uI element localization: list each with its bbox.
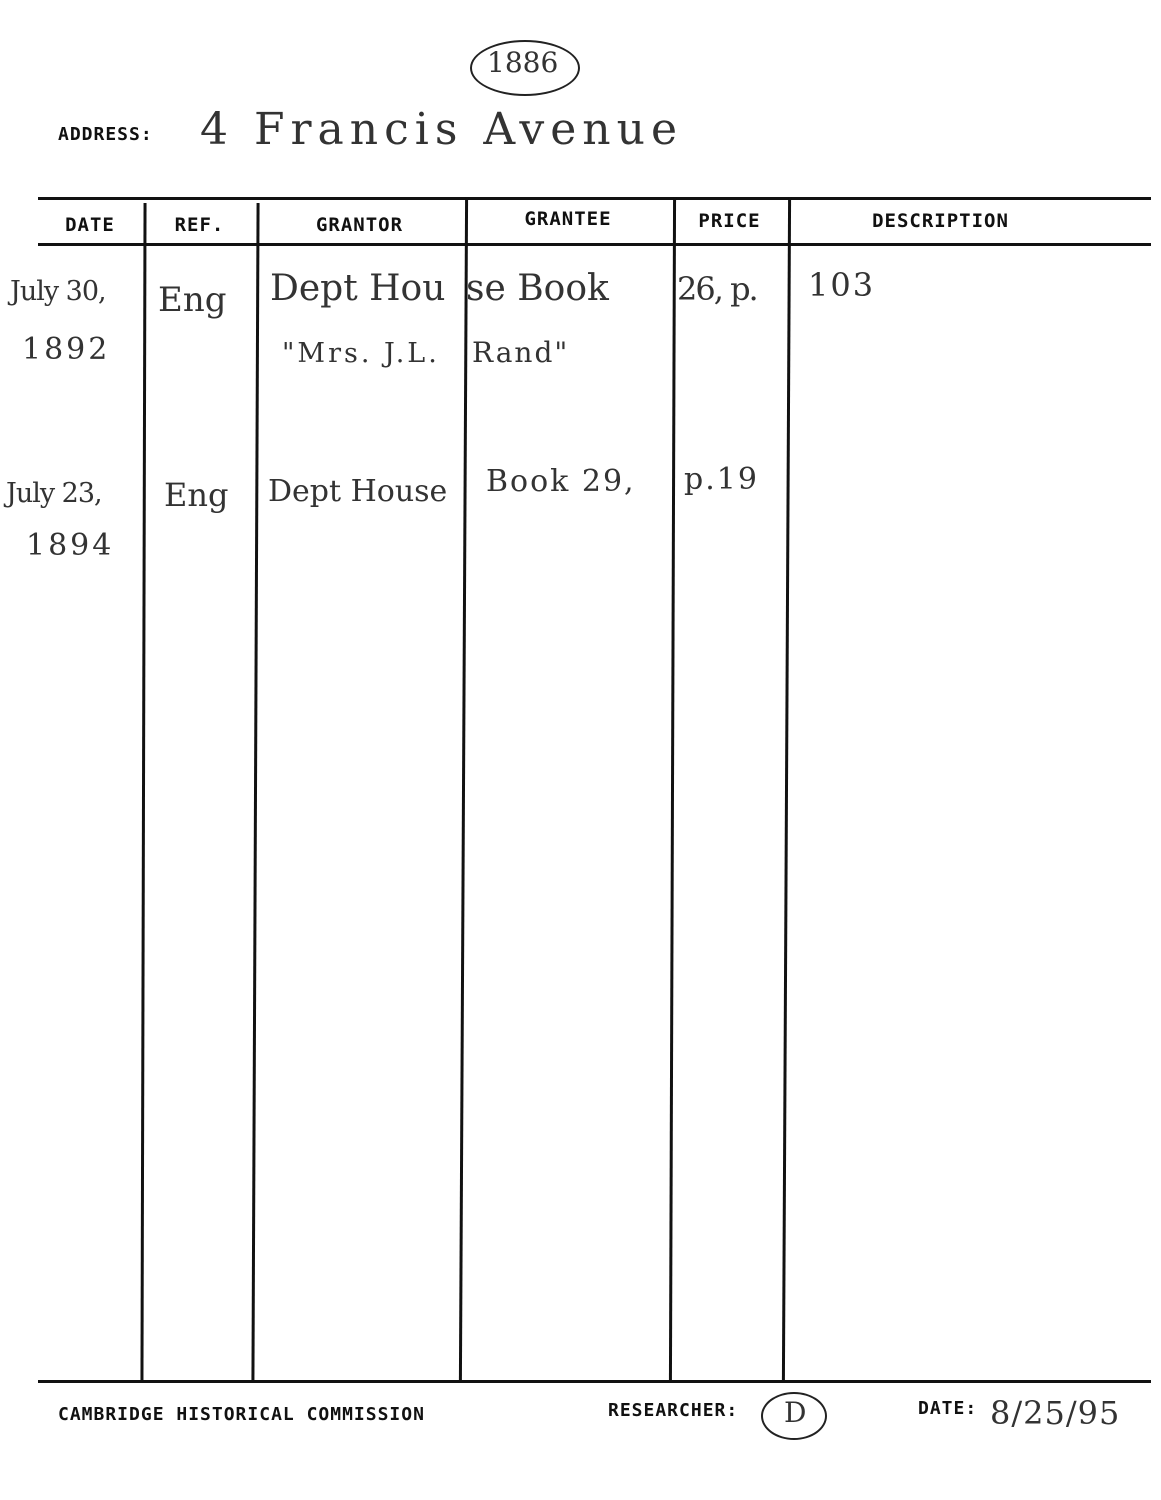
entry-grantor: Dept House [268,474,448,509]
column-divider-grantee-price [669,197,676,1380]
organization-name: CAMBRIDGE HISTORICAL COMMISSION [58,1404,425,1425]
header-price: PRICE [698,210,761,232]
header-grantee: GRANTEE [524,208,612,230]
header-ref: REF. [174,214,225,236]
entry-ref: Eng [164,476,229,514]
entry-grantee: se Book [466,268,609,309]
date-value: 8/25/95 [990,1394,1121,1432]
column-divider-grantor-grantee [459,197,468,1380]
table-top-rule [38,197,1151,200]
researcher-value: D [784,1396,807,1429]
entry-date-line2: 1894 [26,528,115,563]
date-label: DATE: [918,1398,978,1419]
column-divider-date-ref [140,203,146,1380]
entry-ref: Eng [158,280,227,320]
column-divider-price-description [782,197,791,1380]
address-label: ADDRESS: [58,124,153,145]
entry-price: p.19 [684,462,759,497]
entry-date-line2: 1892 [22,332,111,367]
entry-date-line1: July 23, [6,478,102,509]
entry-price: 26, p. [677,270,757,308]
entry-grantee-note: Rand" [472,336,570,369]
header-date: DATE [65,214,115,236]
entry-grantee: Book 29, [486,464,636,499]
address-value: 4 Francis Avenue [200,104,683,155]
entry-grantor: Dept Hou [270,268,446,309]
year-note: 1886 [487,46,559,79]
header-description: DESCRIPTION [872,210,1009,232]
table-header-rule [38,243,1151,246]
entry-date-line1: July 30, [10,276,106,307]
table-bottom-rule [38,1380,1151,1383]
researcher-label: RESEARCHER: [608,1400,739,1421]
header-grantor: GRANTOR [315,214,404,236]
column-divider-ref-grantor [251,203,259,1380]
entry-grantor-note: "Mrs. J.L. [282,338,440,369]
entry-description: 103 [808,266,876,304]
